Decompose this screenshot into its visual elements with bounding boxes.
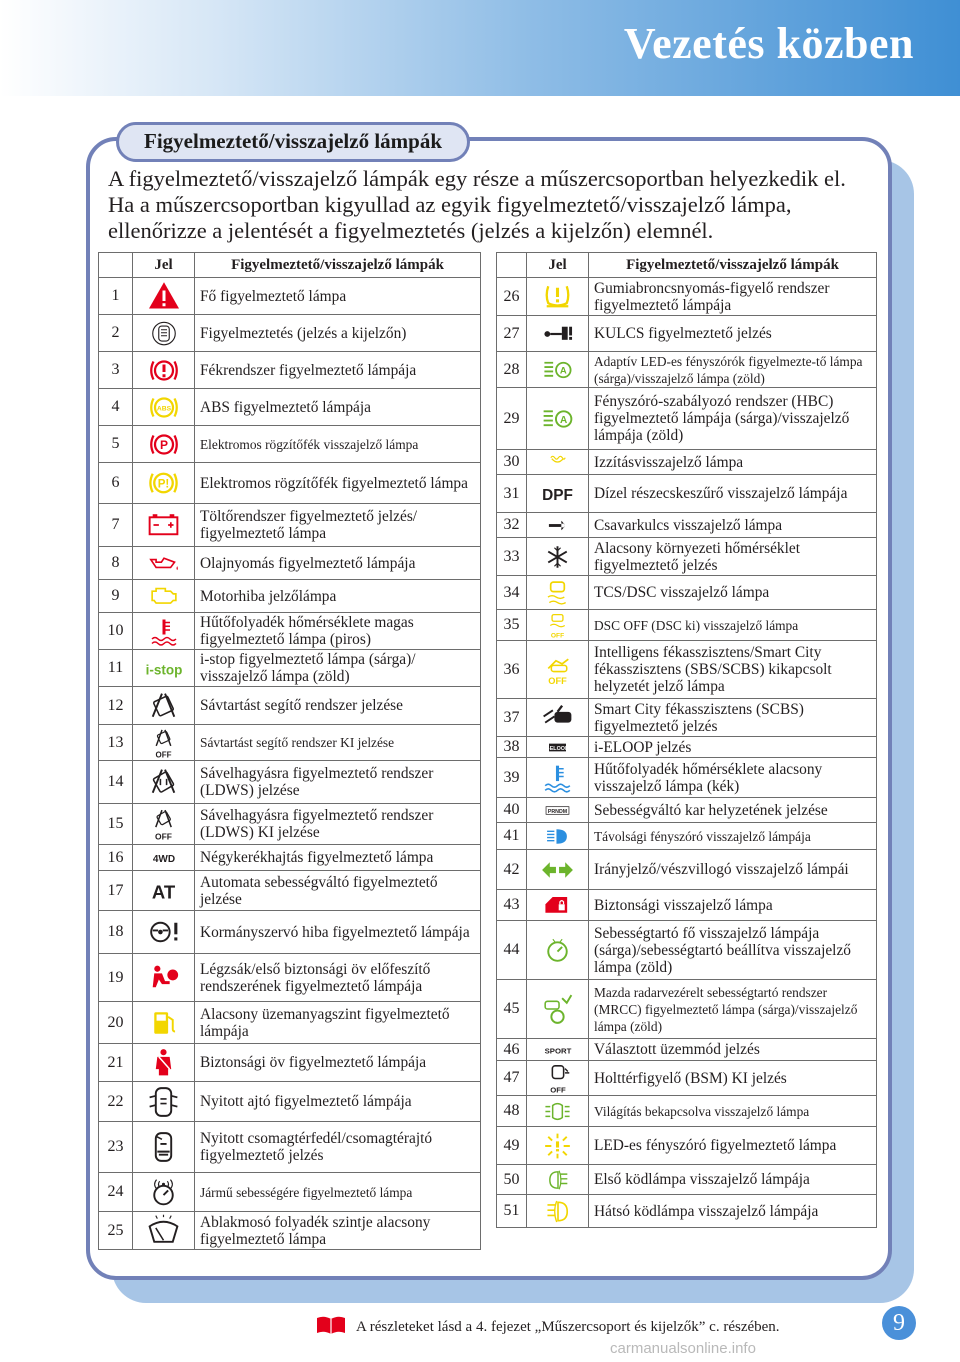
table-row [99, 580, 481, 613]
table-row [497, 850, 877, 890]
row-number: 8 [99, 547, 133, 580]
row-number: 6 [99, 463, 133, 504]
table-row [497, 823, 877, 850]
row-number: 17 [99, 871, 133, 911]
row-number: 45 [497, 980, 527, 1039]
table-row [497, 475, 877, 513]
row-description: Gumiabroncsnyomás-figyelő rendszer figyelmeztető lámpája [589, 278, 877, 316]
row-symbol-cell [133, 1173, 195, 1212]
table-row [497, 576, 877, 610]
turn-signal-icon [539, 853, 576, 887]
row-symbol-cell [527, 699, 589, 737]
row-description: Sávtartást segítő rendszer jelzése [195, 687, 481, 725]
table-row [99, 1044, 481, 1082]
row-description: Sebességtartó fő visszajelző lámpája (sárga)/sebességtartó beállítva visszajelző lámpa (zöld) [589, 921, 877, 980]
row-symbol-cell [133, 1044, 195, 1082]
row-description: Világítás bekapcsolva visszajelző lámpa [589, 1096, 877, 1127]
table-row [497, 1039, 877, 1061]
table-row [99, 352, 481, 389]
row-number: 30 [497, 450, 527, 475]
row-description: Alacsony üzemanyagszint figyelmeztető lámpája [195, 1002, 481, 1044]
row-symbol-cell [133, 871, 195, 911]
table-row [497, 513, 877, 538]
row-description: Négykerékhajtás figyelmeztető lámpa [195, 845, 481, 871]
coolant-high-temp-icon [146, 615, 182, 648]
row-symbol-cell [527, 316, 589, 352]
row-number: 42 [497, 850, 527, 890]
row-symbol-cell [527, 758, 589, 798]
left-lamp-table [98, 252, 481, 1250]
table-row [497, 538, 877, 576]
trunk-open-icon [145, 1130, 182, 1164]
row-description: Távolsági fényszóró visszajelző lámpája [589, 823, 877, 850]
table-row [99, 911, 481, 954]
row-symbol-cell [133, 650, 195, 687]
table-row [99, 804, 481, 845]
row-symbol-cell [133, 845, 195, 871]
lane-keep-assist-icon [145, 689, 182, 723]
svg-text:OFF: OFF [550, 632, 565, 640]
ldws-icon [145, 765, 182, 799]
header-description: Figyelmeztető/visszajelző lámpák [195, 253, 481, 278]
table-header-row [497, 253, 877, 278]
scbs-icon [539, 701, 576, 735]
row-description: Hátsó ködlámpa visszajelző lámpája [589, 1195, 877, 1228]
row-number: 20 [99, 1002, 133, 1044]
row-number: 51 [497, 1195, 527, 1228]
warning-triangle-icon [146, 280, 182, 313]
abs-icon [146, 391, 182, 424]
table-row [99, 954, 481, 1002]
row-number: 39 [497, 758, 527, 798]
row-number: 40 [497, 798, 527, 823]
automatic-transmission-icon [145, 874, 182, 908]
row-symbol-cell [527, 850, 589, 890]
oil-pressure-icon [148, 549, 180, 578]
table-row [497, 798, 877, 823]
svg-text:A: A [560, 414, 568, 426]
row-symbol-cell [133, 315, 195, 352]
row-number: 33 [497, 538, 527, 576]
row-number: 34 [497, 576, 527, 610]
adaptive-led-headlight-icon [540, 354, 575, 386]
row-number: 19 [99, 954, 133, 1002]
row-description: Jármű sebességére figyelmeztető lámpa [195, 1173, 481, 1212]
row-number: 21 [99, 1044, 133, 1082]
row-number: 5 [99, 426, 133, 463]
watermark: carmanualsonline.info [610, 1340, 756, 1357]
row-number: 12 [99, 687, 133, 725]
row-description: Sávelhagyásra figyelmeztető rendszer (LDWS) KI jelzése [195, 804, 481, 845]
front-fog-icon [544, 1167, 572, 1193]
row-number: 23 [99, 1122, 133, 1173]
gear-position-icon [546, 800, 569, 821]
row-description: Irányjelző/vészvillogó visszajelző lámpái [589, 850, 877, 890]
low-fuel-icon [145, 1006, 182, 1040]
row-symbol-cell [133, 804, 195, 845]
row-number: 50 [497, 1165, 527, 1195]
i-eloop-icon [548, 739, 567, 756]
row-description: Ablakmosó folyadék szintje alacsony figyelmeztető lámpa [195, 1212, 481, 1250]
intro-line-3: ellenőrizze a jelentését a figyelmeztetés (jelzés a kijelzőn) elemnél. [108, 218, 714, 243]
row-description: Biztonsági öv figyelmeztető lámpája [195, 1044, 481, 1082]
table-header-row [99, 253, 481, 278]
table-row [497, 921, 877, 980]
row-number: 13 [99, 725, 133, 761]
sbs-scbs-off-icon [539, 653, 576, 687]
row-description: Fényszóró-szabályozó rendszer (HBC) figyelmeztető lámpája (sárga)/visszajelző lámpája (zöld) [589, 388, 877, 450]
row-description: Légzsák/első biztonsági öv előfeszítő rendszerének figyelmeztető lámpája [195, 954, 481, 1002]
section-tab: Figyelmeztető/visszajelző lámpák [116, 122, 470, 162]
row-symbol-cell [527, 538, 589, 576]
row-description: i-ELOOP jelzés [589, 737, 877, 758]
header-number [497, 253, 527, 278]
row-symbol-cell [133, 389, 195, 426]
svg-text:i-ELOOP: i-ELOOP [546, 745, 569, 752]
hbc-icon [539, 402, 576, 436]
footer-note [316, 1315, 780, 1340]
row-symbol-cell [133, 463, 195, 504]
row-description: Első ködlámpa visszajelző lámpája [589, 1165, 877, 1195]
row-symbol-cell [133, 504, 195, 547]
table-row [497, 316, 877, 352]
row-symbol-cell [527, 450, 589, 475]
row-description: Izzításvisszajelző lámpa [589, 450, 877, 475]
row-description: Kormányszervó hiba figyelmeztető lámpája [195, 911, 481, 954]
table-row [99, 845, 481, 871]
row-number: 14 [99, 761, 133, 804]
lane-keep-assist-off-icon [146, 727, 181, 759]
table-row [497, 1165, 877, 1195]
row-number: 48 [497, 1096, 527, 1127]
intro-text [108, 166, 888, 244]
cruise-control-icon [539, 933, 576, 967]
row-symbol-cell [133, 761, 195, 804]
row-description: Smart City fékasszisztens (SCBS) figyelmeztető jelzés [589, 699, 877, 737]
row-number: 9 [99, 580, 133, 613]
row-description: Töltőrendszer figyelmeztető jelzés/ figyelmeztető lámpa [195, 504, 481, 547]
table-row [497, 758, 877, 798]
row-symbol-cell [527, 1127, 589, 1165]
rear-fog-icon [542, 1197, 574, 1226]
wrench-icon [546, 515, 569, 536]
row-description: Figyelmeztetés (jelzés a kijelzőn) [195, 315, 481, 352]
row-description: LED-es fényszóró figyelmeztető lámpa [589, 1127, 877, 1165]
row-symbol-cell [527, 278, 589, 316]
row-description: Fő figyelmeztető lámpa [195, 278, 481, 315]
row-symbol-cell [133, 547, 195, 580]
row-number: 3 [99, 352, 133, 389]
row-description: Elektromos rögzítőfék visszajelző lámpa [195, 426, 481, 463]
table-row [99, 1122, 481, 1173]
row-description: Intelligens fékasszisztens/Smart City fékasszisztens (SBS/SCBS) kikapcsolt helyzetét jelző lámpa [589, 641, 877, 699]
row-number: 4 [99, 389, 133, 426]
svg-text:ABS: ABS [156, 405, 171, 412]
intro-line-1: A figyelmeztető/visszajelző lámpák egy része a műszercsoportban helyezkedik el. [108, 166, 846, 191]
right-lamp-table [496, 252, 877, 1228]
row-symbol-cell [133, 687, 195, 725]
table-row [497, 450, 877, 475]
table-row [497, 278, 877, 316]
svg-text:AT: AT [151, 881, 176, 903]
row-description: Sebességváltó kar helyzetének jelzése [589, 798, 877, 823]
table-row [497, 980, 877, 1039]
high-beam-icon [545, 825, 570, 848]
row-description: Sávtartást segítő rendszer KI jelzése [195, 725, 481, 761]
security-icon [543, 892, 572, 919]
svg-text:4WD: 4WD [152, 853, 175, 865]
row-number: 2 [99, 315, 133, 352]
table-row [497, 1195, 877, 1228]
page-number: 9 [882, 1306, 916, 1340]
seat-belt-icon [145, 1046, 182, 1080]
row-description: Adaptív LED-es fényszórók figyelmezte-tő lámpa (sárga)/visszajelző lámpa (zöld) [589, 352, 877, 388]
table-row [497, 737, 877, 758]
row-description: ABS figyelmeztető lámpája [195, 389, 481, 426]
row-number: 44 [497, 921, 527, 980]
glow-plug-icon [546, 452, 569, 473]
row-number: 28 [497, 352, 527, 388]
row-number: 36 [497, 641, 527, 699]
table-row [99, 426, 481, 463]
row-symbol-cell [527, 1039, 589, 1061]
door-open-icon [145, 1085, 182, 1119]
brake-system-icon [146, 354, 182, 387]
table-row [99, 761, 481, 804]
row-description: KULCS figyelmeztető jelzés [589, 316, 877, 352]
book-icon [316, 1315, 346, 1340]
header-bar [0, 0, 960, 96]
row-number: 27 [497, 316, 527, 352]
row-description: Fékrendszer figyelmeztető lámpája [195, 352, 481, 389]
svg-text:SPORT: SPORT [544, 1045, 571, 1055]
row-symbol-cell [527, 475, 589, 513]
row-symbol-cell [527, 737, 589, 758]
table-row [497, 699, 877, 737]
row-number: 10 [99, 613, 133, 650]
row-description: DSC OFF (DSC ki) visszajelző lámpa [589, 610, 877, 641]
table-row [497, 610, 877, 641]
4wd-icon [152, 847, 176, 869]
table-row [99, 650, 481, 687]
sport-mode-icon [544, 1041, 571, 1059]
row-number: 26 [497, 278, 527, 316]
row-number: 7 [99, 504, 133, 547]
svg-text:PRNDM: PRNDM [547, 808, 568, 815]
row-number: 46 [497, 1039, 527, 1061]
row-symbol-cell [527, 1061, 589, 1096]
vehicle-speed-alarm-icon [145, 1175, 182, 1209]
row-symbol-cell [133, 613, 195, 650]
lights-on-icon [543, 1098, 572, 1125]
display-message-icon [146, 317, 182, 350]
table-row [99, 687, 481, 725]
row-description: Hűtőfolyadék hőmérséklete alacsony visszajelző lámpa (kék) [589, 758, 877, 798]
parking-brake-warning-icon [145, 466, 182, 500]
table-row [497, 1127, 877, 1165]
svg-text:OFF: OFF [548, 675, 567, 686]
row-symbol-cell [527, 388, 589, 450]
tcs-dsc-icon [541, 578, 574, 608]
table-row [99, 1082, 481, 1122]
row-symbol-cell [527, 352, 589, 388]
row-description: Olajnyomás figyelmeztető lámpája [195, 547, 481, 580]
power-steering-icon [145, 915, 182, 949]
footer-text: A részleteket lásd a 4. fejezet „Műszercsoport és kijelzők” c. részében. [356, 1318, 780, 1335]
row-number: 16 [99, 845, 133, 871]
row-description: Elektromos rögzítőfék figyelmeztető lámpa [195, 463, 481, 504]
page-title: Vezetés közben [623, 19, 914, 68]
airbag-icon [145, 961, 182, 995]
row-description: Választott üzemmód jelzés [589, 1039, 877, 1061]
row-number: 29 [497, 388, 527, 450]
table-row [497, 1096, 877, 1127]
table-row [99, 547, 481, 580]
svg-text:P: P [159, 437, 168, 452]
row-description: Automata sebességváltó figyelmeztető jelzése [195, 871, 481, 911]
row-number: 38 [497, 737, 527, 758]
row-symbol-cell [527, 641, 589, 699]
header-symbol: Jel [527, 253, 589, 278]
row-number: 22 [99, 1082, 133, 1122]
row-symbol-cell [133, 352, 195, 389]
row-symbol-cell [527, 1195, 589, 1228]
row-symbol-cell [133, 725, 195, 761]
row-number: 32 [497, 513, 527, 538]
row-symbol-cell [133, 278, 195, 315]
svg-text:P!: P! [157, 478, 170, 491]
row-number: 47 [497, 1061, 527, 1096]
row-number: 18 [99, 911, 133, 954]
row-description: Holttérfigyelő (BSM) KI jelzés [589, 1061, 877, 1096]
row-symbol-cell [133, 1082, 195, 1122]
row-symbol-cell [133, 1212, 195, 1250]
coolant-low-temp-icon [539, 761, 576, 795]
row-number: 49 [497, 1127, 527, 1165]
ldws-off-icon [145, 807, 182, 841]
table-row [497, 641, 877, 699]
table-row [99, 463, 481, 504]
row-symbol-cell [133, 580, 195, 613]
table-row [99, 1002, 481, 1044]
row-symbol-cell [133, 1122, 195, 1173]
table-row [497, 388, 877, 450]
row-description: TCS/DSC visszajelző lámpa [589, 576, 877, 610]
row-symbol-cell [527, 921, 589, 980]
table-row [99, 1173, 481, 1212]
bsm-off-icon [541, 1063, 575, 1094]
svg-text:OFF: OFF [155, 831, 172, 842]
row-symbol-cell [527, 513, 589, 538]
row-symbol-cell [133, 1002, 195, 1044]
table-row [99, 315, 481, 352]
row-symbol-cell [527, 798, 589, 823]
table-row [99, 389, 481, 426]
svg-text:OFF: OFF [549, 1085, 566, 1095]
dsc-off-icon [543, 612, 572, 639]
tire-pressure-icon [539, 280, 576, 314]
row-number: 24 [99, 1173, 133, 1212]
right-table-body [497, 278, 877, 1228]
table-row [99, 504, 481, 547]
row-symbol-cell [527, 1165, 589, 1195]
svg-text:i-stop: i-stop [145, 662, 182, 677]
check-engine-icon [148, 582, 180, 611]
table-row [497, 1061, 877, 1096]
row-symbol-cell [527, 823, 589, 850]
intro-line-2: Ha a műszercsoportban kigyullad az egyik figyelmeztető/visszajelző lámpa, [108, 192, 792, 217]
row-description: Nyitott ajtó figyelmeztető lámpája [195, 1082, 481, 1122]
key-icon [540, 318, 575, 350]
table-row [99, 725, 481, 761]
row-symbol-cell [527, 610, 589, 641]
row-symbol-cell [133, 426, 195, 463]
row-number: 1 [99, 278, 133, 315]
row-number: 37 [497, 699, 527, 737]
row-description: Hűtőfolyadék hőmérséklete magas figyelmeztető lámpa (piros) [195, 613, 481, 650]
row-symbol-cell [527, 890, 589, 921]
header-symbol: Jel [133, 253, 195, 278]
row-description: Motorhiba jelzőlámpa [195, 580, 481, 613]
row-description: Sávelhagyásra figyelmeztető rendszer (LDWS) jelzése [195, 761, 481, 804]
row-symbol-cell [133, 954, 195, 1002]
row-number: 25 [99, 1212, 133, 1250]
row-description: Biztonsági visszajelző lámpa [589, 890, 877, 921]
svg-text:A: A [559, 365, 567, 377]
row-symbol-cell [527, 1096, 589, 1127]
mrcc-icon [539, 992, 576, 1026]
row-description: Csavarkulcs visszajelző lámpa [589, 513, 877, 538]
row-number: 35 [497, 610, 527, 641]
row-description: i-stop figyelmeztető lámpa (sárga)/ visszajelző lámpa (zöld) [195, 650, 481, 687]
row-symbol-cell [527, 576, 589, 610]
row-description: Alacsony környezeti hőmérséklet figyelmeztető jelzés [589, 538, 877, 576]
left-table-body [99, 278, 481, 1250]
snowflake-icon [539, 540, 576, 574]
row-description: Dízel részecskeszűrő visszajelző lámpája [589, 475, 877, 513]
table-row [497, 352, 877, 388]
table-row [99, 613, 481, 650]
row-description: Nyitott csomagtérfedél/csomagtérajtó figyelmeztető jelzés [195, 1122, 481, 1173]
parking-brake-icon [146, 428, 182, 461]
row-number: 31 [497, 475, 527, 513]
washer-fluid-icon [145, 1214, 182, 1248]
table-row [99, 1212, 481, 1250]
row-number: 41 [497, 823, 527, 850]
table-row [99, 871, 481, 911]
svg-text:DPF: DPF [542, 486, 573, 504]
row-number: 43 [497, 890, 527, 921]
table-row [497, 890, 877, 921]
row-symbol-cell [527, 980, 589, 1039]
led-headlight-icon [539, 1129, 576, 1163]
row-symbol-cell [133, 911, 195, 954]
row-number: 11 [99, 650, 133, 687]
svg-text:OFF: OFF [155, 750, 172, 760]
dpf-icon [539, 477, 576, 511]
header-description: Figyelmeztető/visszajelző lámpák [589, 253, 877, 278]
row-number: 15 [99, 804, 133, 845]
i-stop-icon [146, 652, 182, 685]
header-number [99, 253, 133, 278]
row-description: Mazda radarvezérelt sebességtartó rendszer (MRCC) figyelmeztető lámpa (sárga)/visszajelző lámpa (zöld) [589, 980, 877, 1039]
table-row [99, 278, 481, 315]
battery-charging-icon [145, 508, 182, 542]
